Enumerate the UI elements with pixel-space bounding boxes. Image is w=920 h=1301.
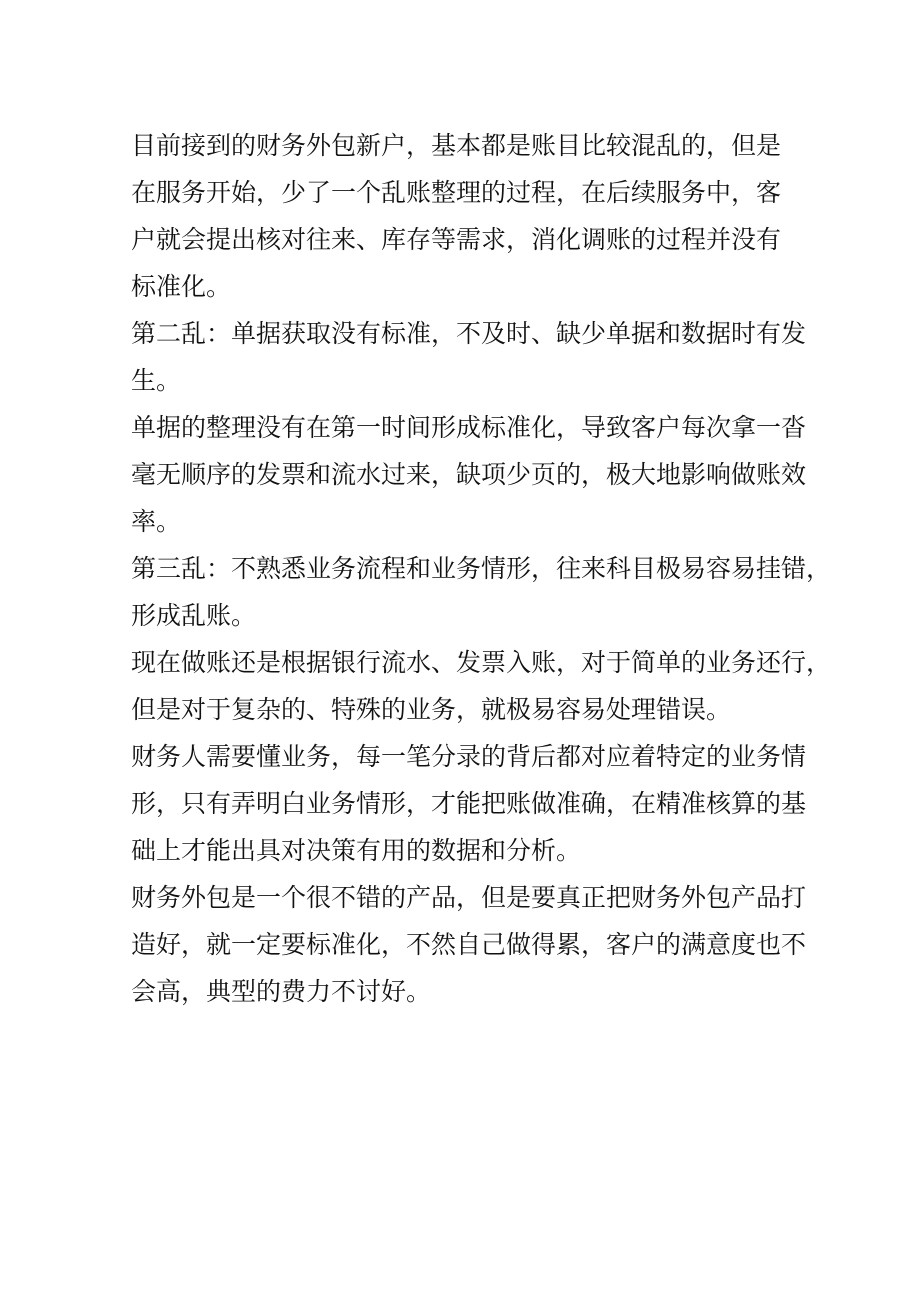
text-line: 毫无顺序的发票和流水过来，缺项少页的，极大地影响做账效 <box>131 460 807 489</box>
text-line: 单据的整理没有在第一时间形成标准化，导致客户每次拿一沓 <box>131 413 807 442</box>
text-line: 财务外包是一个很不错的产品，但是要真正把财务外包产品打 <box>131 883 807 912</box>
paragraph <box>131 310 807 404</box>
text-line: 第二乱：单据获取没有标准，不及时、缺少单据和数据时有发 <box>131 319 807 348</box>
paragraph <box>131 874 807 1015</box>
paragraph <box>131 733 807 874</box>
text-line: 会高，典型的费力不讨好。 <box>131 977 432 1006</box>
text-line: 生。 <box>131 366 182 395</box>
text-line: 形成乱账。 <box>131 601 257 630</box>
text-line: 础上才能出具对决策有用的数据和分析。 <box>131 836 582 865</box>
text-line: 标准化。 <box>131 272 232 301</box>
text-line: 但是对于复杂的、特殊的业务，就极易容易处理错误。 <box>131 695 732 724</box>
text-line: 在服务开始，少了一个乱账整理的过程，在后续服务中，客 <box>131 178 782 207</box>
text-line: 户就会提出核对往来、库存等需求，消化调账的过程并没有 <box>131 225 782 254</box>
text-line: 率。 <box>131 507 182 536</box>
paragraph <box>131 122 801 310</box>
paragraph <box>131 404 807 545</box>
text-line: 目前接到的财务外包新户，基本都是账目比较混乱的，但是 <box>131 131 782 160</box>
document-body <box>131 122 832 1015</box>
text-line: 形，只有弄明白业务情形，才能把账做准确，在精准核算的基 <box>131 789 807 818</box>
text-line: 财务人需要懂业务，每一笔分录的背后都对应着特定的业务情 <box>131 742 807 771</box>
text-line: 造好，就一定要标准化，不然自己做得累，客户的满意度也不 <box>131 930 807 959</box>
paragraph <box>131 545 832 639</box>
paragraph <box>131 639 832 733</box>
text-line: 第三乱：不熟悉业务流程和业务情形，往来科目极易容易挂错， <box>131 554 832 583</box>
text-line: 现在做账还是根据银行流水、发票入账，对于简单的业务还行， <box>131 648 832 677</box>
